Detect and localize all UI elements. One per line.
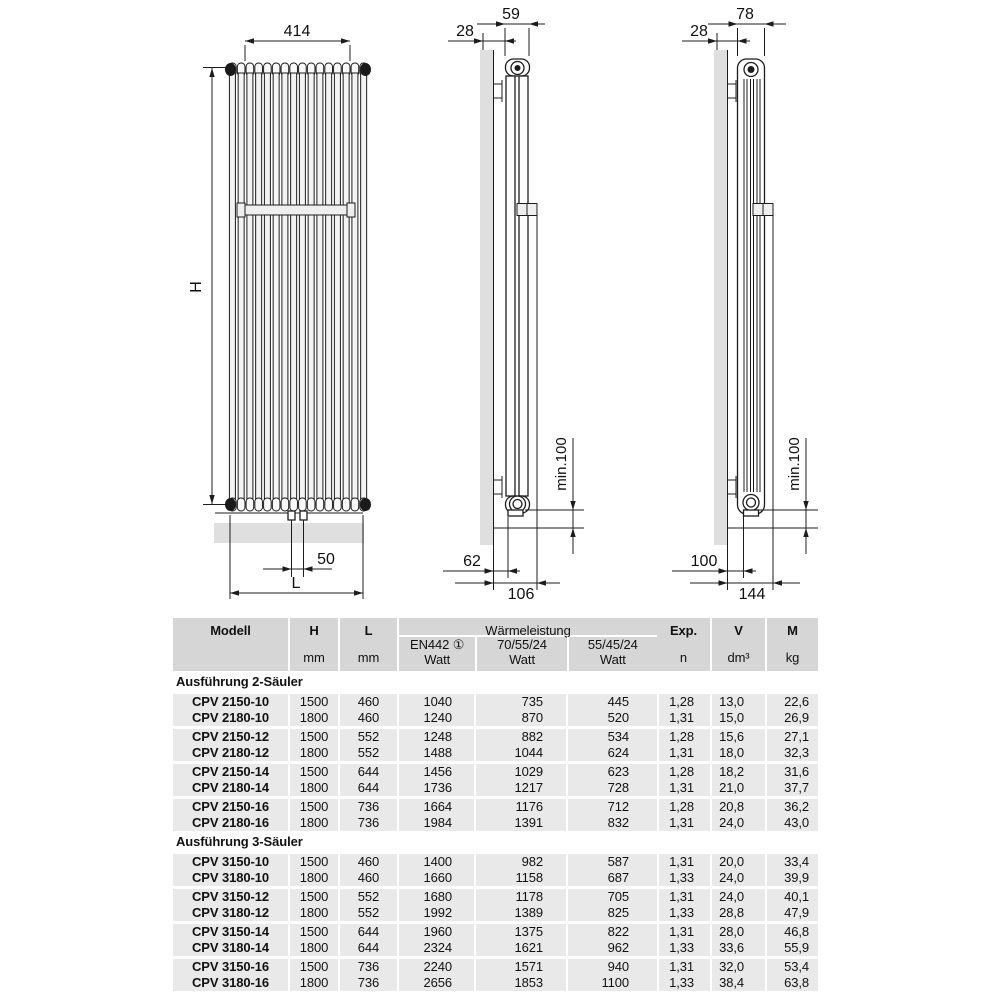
cell-value: 1,31 <box>657 780 710 796</box>
cell-value: 1500 <box>288 854 338 870</box>
end-cap-knob <box>360 63 371 76</box>
towel-bar <box>237 203 355 217</box>
cell-value: 552 <box>338 745 397 761</box>
cell-value: 1960 <box>397 924 474 940</box>
header-label: EN442 ① <box>410 637 465 652</box>
dim-label-78: 78 <box>736 6 754 23</box>
cell-value: 1736 <box>397 780 474 796</box>
header-label: L <box>364 623 373 638</box>
wall-bracket <box>494 80 503 498</box>
cell-value: 1178 <box>474 889 566 905</box>
cell-value: 1040 <box>397 694 474 710</box>
connection-pipe <box>288 511 295 520</box>
cell-value: 1800 <box>288 870 338 886</box>
cell-value: 21,0 <box>710 780 765 796</box>
cell-model: CPV 3180-16 <box>192 975 269 990</box>
cell-value: 1621 <box>474 940 566 956</box>
cell-value: 825 <box>566 905 657 921</box>
cell-value: 832 <box>566 815 657 831</box>
dim-label-50: 50 <box>317 551 335 568</box>
dim-label-59: 59 <box>502 6 520 23</box>
cell-model: CPV 3180-10 <box>192 870 269 885</box>
cell-value: 1389 <box>474 905 566 921</box>
cell-value: 1391 <box>474 815 566 831</box>
end-cap-knob <box>360 498 371 511</box>
cell-value: 623 <box>566 764 657 780</box>
cell-value: 822 <box>566 924 657 940</box>
header-label: 70/55/24 <box>497 637 547 652</box>
cell-value: 1500 <box>288 924 338 940</box>
table-row <box>173 870 818 886</box>
cell-model: CPV 2180-16 <box>192 815 269 830</box>
unit-label: kg <box>785 650 800 665</box>
side-view-3col <box>672 6 818 603</box>
cell-value: 47,9 <box>765 905 818 921</box>
cell-value: 736 <box>338 975 397 991</box>
cell-model: CPV 2180-10 <box>192 710 269 725</box>
cell-value: 1800 <box>288 905 338 921</box>
col-header-power-group <box>397 618 657 671</box>
cell-value: 940 <box>566 959 657 975</box>
cell-value: 32,0 <box>710 959 765 975</box>
row-group <box>173 764 818 796</box>
cell-value: 1500 <box>288 729 338 745</box>
cell-value: 1,28 <box>657 694 710 710</box>
cell-value: 982 <box>474 854 566 870</box>
unit-label: mm <box>357 650 380 665</box>
dim-label-L: L <box>291 575 301 592</box>
unit-label: Watt <box>509 652 535 667</box>
table-row <box>173 799 818 815</box>
cell-value: 63,8 <box>765 975 818 991</box>
cell-value: 1800 <box>288 780 338 796</box>
row-group <box>173 694 818 726</box>
cell-value: 534 <box>566 729 657 745</box>
header-label: Modell <box>210 623 251 638</box>
cell-value: 1680 <box>397 889 474 905</box>
table-row <box>173 959 818 975</box>
unit-label: mm <box>303 650 325 665</box>
cell-value: 552 <box>338 729 397 745</box>
cell-value: 1158 <box>474 870 566 886</box>
cell-model: CPV 3180-12 <box>192 905 269 920</box>
cell-value: 53,4 <box>765 959 818 975</box>
table-row <box>173 694 818 710</box>
cell-value: 1,31 <box>657 815 710 831</box>
cell-value: 36,2 <box>765 799 818 815</box>
dim-label-28-right: 28 <box>690 23 708 40</box>
cell-value: 705 <box>566 889 657 905</box>
cell-value: 1,28 <box>657 729 710 745</box>
cell-value: 712 <box>566 799 657 815</box>
table-row <box>173 854 818 870</box>
header-label: 55/45/24 <box>587 637 638 652</box>
header-label: H <box>309 623 319 638</box>
section-header: Ausführung 2-Säuler <box>173 671 818 691</box>
cell-value: 1,33 <box>657 905 710 921</box>
cell-value: 1,33 <box>657 870 710 886</box>
unit-label: Watt <box>424 652 451 667</box>
cell-value: 552 <box>338 889 397 905</box>
table-row <box>173 729 818 745</box>
dim-label-min100-right: min.100 <box>786 437 803 491</box>
cell-value: 1217 <box>474 780 566 796</box>
section-header: Ausführung 3-Säuler <box>173 831 818 851</box>
cell-value: 736 <box>338 959 397 975</box>
col-header-exp <box>657 618 710 671</box>
cell-value: 1500 <box>288 889 338 905</box>
col-header-model <box>173 618 288 671</box>
cell-value: 644 <box>338 780 397 796</box>
cell-value: 15,6 <box>710 729 765 745</box>
cell-value: 1,31 <box>657 710 710 726</box>
cell-value: 1800 <box>288 975 338 991</box>
cell-value: 18,2 <box>710 764 765 780</box>
cell-value: 37,7 <box>765 780 818 796</box>
col-header-55-45-24 <box>567 637 657 673</box>
cell-value: 1,31 <box>657 854 710 870</box>
row-group <box>173 799 818 831</box>
spec-table <box>173 618 818 991</box>
header-label: V <box>734 623 743 638</box>
end-cap-knob <box>225 498 236 511</box>
cell-value: 1500 <box>288 764 338 780</box>
cell-value: 20,8 <box>710 799 765 815</box>
cell-value: 28,8 <box>710 905 765 921</box>
cell-value: 43,0 <box>765 815 818 831</box>
cell-value: 1,28 <box>657 764 710 780</box>
cell-value: 27,1 <box>765 729 818 745</box>
cell-model: CPV 3150-12 <box>192 889 269 904</box>
cell-value: 15,0 <box>710 710 765 726</box>
row-group <box>173 889 818 921</box>
cell-value: 2324 <box>397 940 474 956</box>
wall-bracket <box>728 80 737 498</box>
cell-value: 31,6 <box>765 764 818 780</box>
cell-value: 870 <box>474 710 566 726</box>
table-row <box>173 764 818 780</box>
cell-value: 736 <box>338 815 397 831</box>
cell-value: 1800 <box>288 710 338 726</box>
cell-value: 1853 <box>474 975 566 991</box>
cell-value: 1500 <box>288 694 338 710</box>
cell-value: 1488 <box>397 745 474 761</box>
cell-model: CPV 2150-14 <box>192 764 269 779</box>
dim-label-144: 144 <box>738 586 766 603</box>
cell-value: 1,28 <box>657 799 710 815</box>
cell-value: 1,31 <box>657 959 710 975</box>
cell-value: 1,33 <box>657 940 710 956</box>
cell-model: CPV 2150-10 <box>192 694 269 709</box>
dim-label-28-mid: 28 <box>456 23 474 40</box>
cell-value: 39,9 <box>765 870 818 886</box>
cell-value: 735 <box>474 694 566 710</box>
cell-model: CPV 2180-12 <box>192 745 269 760</box>
cell-value: 882 <box>474 729 566 745</box>
cell-value: 1984 <box>397 815 474 831</box>
cell-value: 1571 <box>474 959 566 975</box>
cell-value: 1400 <box>397 854 474 870</box>
cell-value: 1500 <box>288 799 338 815</box>
cell-value: 644 <box>338 924 397 940</box>
cell-value: 460 <box>338 870 397 886</box>
unit-label: Watt <box>599 652 626 667</box>
cell-value: 1,31 <box>657 745 710 761</box>
row-group <box>173 924 818 956</box>
dim-label-62: 62 <box>463 553 481 570</box>
cell-value: 18,0 <box>710 745 765 761</box>
unit-label: n <box>679 650 688 665</box>
header-label: M <box>787 623 798 638</box>
table-row <box>173 975 818 991</box>
col-header-l <box>338 618 397 671</box>
col-header-m <box>765 618 818 671</box>
cell-value: 1456 <box>397 764 474 780</box>
cell-value: 1660 <box>397 870 474 886</box>
col-header-v <box>710 618 765 671</box>
cell-value: 587 <box>566 854 657 870</box>
cell-value: 1664 <box>397 799 474 815</box>
row-group <box>173 854 818 886</box>
cell-value: 40,1 <box>765 889 818 905</box>
cell-value: 1,31 <box>657 889 710 905</box>
cell-value: 460 <box>338 694 397 710</box>
cell-value: 1100 <box>566 975 657 991</box>
cell-value: 728 <box>566 780 657 796</box>
cell-value: 24,0 <box>710 870 765 886</box>
cell-value: 624 <box>566 745 657 761</box>
table-row <box>173 924 818 940</box>
cell-model: CPV 3150-10 <box>192 854 269 869</box>
end-cap-knob <box>225 63 236 76</box>
dim-label-min100-mid: min.100 <box>553 437 570 491</box>
cell-value: 962 <box>566 940 657 956</box>
cell-value: 1800 <box>288 745 338 761</box>
cell-value: 1,31 <box>657 924 710 940</box>
table-header <box>173 618 818 671</box>
cell-value: 552 <box>338 905 397 921</box>
cell-value: 26,9 <box>765 710 818 726</box>
cell-model: CPV 3180-14 <box>192 940 269 955</box>
cell-value: 32,3 <box>765 745 818 761</box>
cell-value: 1,33 <box>657 975 710 991</box>
row-group <box>173 959 818 991</box>
cell-value: 1992 <box>397 905 474 921</box>
row-group <box>173 729 818 761</box>
cell-model: CPV 3150-16 <box>192 959 269 974</box>
cell-value: 20,0 <box>710 854 765 870</box>
cell-value: 38,4 <box>710 975 765 991</box>
dim-label-100: 100 <box>690 553 718 570</box>
cell-value: 644 <box>338 940 397 956</box>
cell-model: CPV 2150-16 <box>192 799 269 814</box>
cell-model: CPV 3150-14 <box>192 924 269 939</box>
cell-value: 24,0 <box>710 889 765 905</box>
cell-model: CPV 2180-14 <box>192 780 269 795</box>
cell-value: 28,0 <box>710 924 765 940</box>
cell-value: 2240 <box>397 959 474 975</box>
table-row <box>173 815 818 831</box>
header-label: Wärmeleistung <box>399 618 657 637</box>
unit-label: dm³ <box>727 650 750 665</box>
col-header-70-55-24 <box>475 637 566 673</box>
cell-value: 1375 <box>474 924 566 940</box>
table-row <box>173 889 818 905</box>
side-view-2col <box>443 6 584 603</box>
cell-value: 1240 <box>397 710 474 726</box>
col-header-en442 <box>399 637 475 673</box>
cell-value: 644 <box>338 764 397 780</box>
dim-label-414: 414 <box>283 23 311 40</box>
table-sections <box>173 671 818 991</box>
col-header-h <box>288 618 338 671</box>
cell-value: 1800 <box>288 940 338 956</box>
cell-value: 1800 <box>288 815 338 831</box>
cell-value: 22,6 <box>765 694 818 710</box>
cell-value: 1248 <box>397 729 474 745</box>
dim-label-H: H <box>188 281 205 293</box>
cell-value: 24,0 <box>710 815 765 831</box>
table-row <box>173 745 818 761</box>
header-label: Exp. <box>669 623 698 638</box>
cell-value: 736 <box>338 799 397 815</box>
connection-pipe <box>300 511 307 520</box>
cell-value: 520 <box>566 710 657 726</box>
cell-value: 33,6 <box>710 940 765 956</box>
cell-value: 1176 <box>474 799 566 815</box>
front-view <box>188 23 371 599</box>
table-row <box>173 710 818 726</box>
cell-value: 445 <box>566 694 657 710</box>
cell-value: 1044 <box>474 745 566 761</box>
cell-value: 46,8 <box>765 924 818 940</box>
cell-value: 55,9 <box>765 940 818 956</box>
cell-value: 2656 <box>397 975 474 991</box>
table-row <box>173 940 818 956</box>
dim-label-106: 106 <box>507 586 535 603</box>
cell-value: 1029 <box>474 764 566 780</box>
table-row <box>173 905 818 921</box>
cell-value: 1500 <box>288 959 338 975</box>
cell-value: 13,0 <box>710 694 765 710</box>
cell-value: 460 <box>338 854 397 870</box>
table-row <box>173 780 818 796</box>
cell-value: 33,4 <box>765 854 818 870</box>
cell-model: CPV 2150-12 <box>192 729 269 744</box>
cell-value: 687 <box>566 870 657 886</box>
cell-value: 460 <box>338 710 397 726</box>
